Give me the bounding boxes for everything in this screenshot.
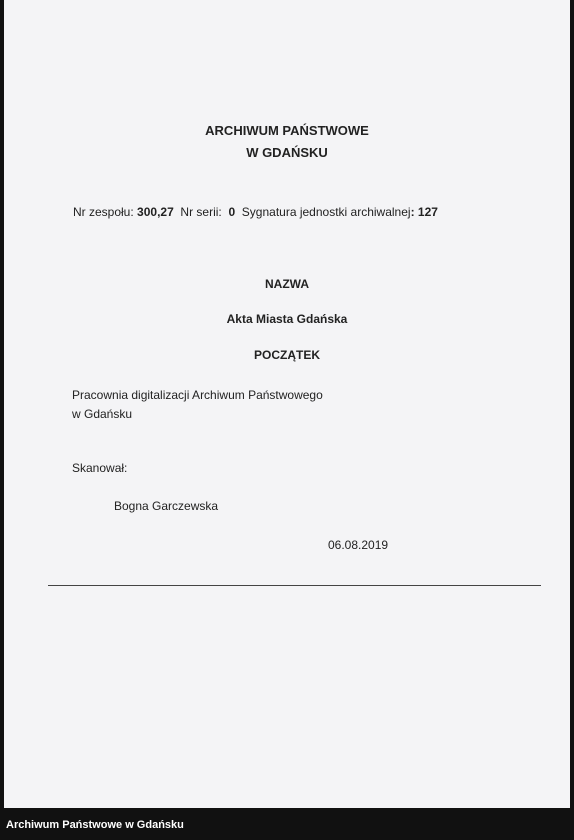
archival-metadata (73, 205, 438, 219)
poczatek-label: POCZĄTEK (254, 348, 320, 362)
scanner-name: Bogna Garczewska (114, 499, 219, 513)
scan-date: 06.08.2019 (328, 538, 389, 552)
footer-institution: Archiwum Państwowe w Gdańsku (6, 819, 184, 831)
document-page (4, 0, 570, 808)
zespol-label: Nr zespołu: (73, 205, 134, 219)
zespol-value: 300,27 (137, 205, 174, 219)
header-line-1: ARCHIWUM PAŃSTWOWE (205, 123, 369, 138)
sygnatura-label: Sygnatura jednostki archiwalnej (241, 205, 411, 219)
seria-label: Nr serii: (180, 205, 222, 219)
horizontal-divider (48, 585, 541, 586)
sygnatura-colon: : (410, 205, 415, 219)
header-line-2: W GDAŃSKU (246, 145, 328, 160)
nazwa-value: Akta Miasta Gdańska (226, 312, 348, 326)
workshop-line-2: w Gdańsku (72, 407, 133, 421)
nazwa-label: NAZWA (265, 277, 309, 291)
scanned-by-label: Skanował: (72, 461, 128, 475)
digitization-workshop (72, 386, 323, 424)
sygnatura-value: 127 (417, 205, 438, 219)
workshop-line-1: Pracownia digitalizacji Archiwum Państwowego (72, 388, 323, 402)
document-header (4, 120, 570, 164)
seria-value: 0 (228, 205, 236, 219)
